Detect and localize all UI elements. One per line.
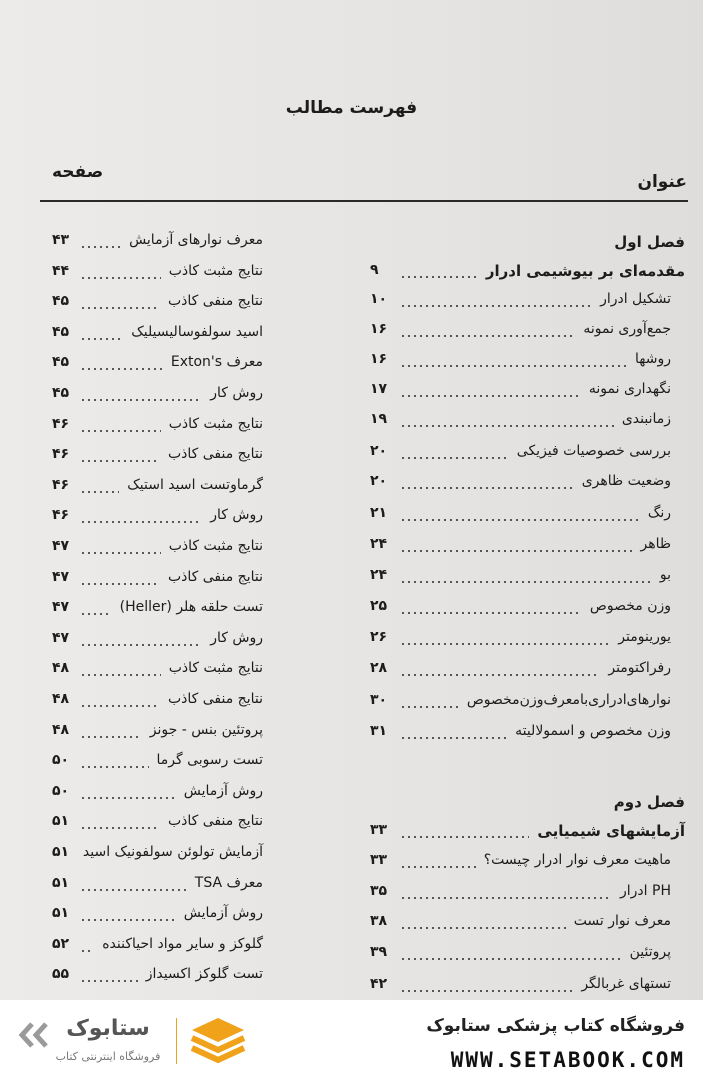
toc-entry <box>0 354 703 378</box>
toc-entry <box>0 293 703 317</box>
toc-entry-title: معرف TSA <box>194 874 263 891</box>
toc-entry-page: ۲۰ <box>370 443 388 459</box>
toc-entry <box>0 752 703 776</box>
toc-entry-title: اسید سولفوسالیسیلیک <box>131 323 263 340</box>
toc-entry-page: ۳۹ <box>370 944 388 960</box>
store-url-link[interactable]: WWW.SETABOOK.COM <box>450 1048 685 1072</box>
toc-entry-page: ۴۶ <box>52 507 70 524</box>
leader-dots <box>80 521 202 523</box>
toc-entry-page: ۵۲ <box>52 935 70 952</box>
toc-entry-title: گلوکز و سایر مواد احیاکننده <box>102 935 263 952</box>
toc-entry-page: ۴۴ <box>52 262 70 279</box>
toc-entry-title: نتایج منفی کاذب <box>167 691 263 707</box>
toc-entry-title: نتایج مثبت کاذب <box>168 262 263 279</box>
toc-entry-title: روش آزمایش <box>183 782 263 799</box>
leader-dots <box>80 368 163 370</box>
toc-entry-page: ۱۹ <box>370 411 388 427</box>
logo-tagline: فروشگاه اینترنتی کتاب <box>55 1050 161 1063</box>
toc-entry-page: ۳۳ <box>370 822 388 838</box>
toc-entry-title: مقدمه‌ای بر بیوشیمی ادرار <box>485 262 685 280</box>
toc-entry-page: ۳۰ <box>370 692 388 708</box>
toc-entry <box>0 813 703 837</box>
toc-entry-page: ۲۱ <box>370 505 388 521</box>
leader-dots <box>80 613 112 615</box>
toc-entry <box>0 507 703 531</box>
toc-entry-title: وزن مخصوص <box>589 598 671 614</box>
toc-entry-page: ۲۸ <box>370 660 388 676</box>
toc-entry-page: ۳۳ <box>370 852 388 868</box>
toc-entry-page: ۱۷ <box>370 381 388 397</box>
toc-entry <box>0 538 703 562</box>
toc-entry <box>0 416 703 440</box>
toc-entry-title: PH ادرار <box>620 883 671 899</box>
toc-entry-title: جمع‌آوری نمونه <box>583 321 671 337</box>
toc-entry <box>0 446 703 470</box>
store-footer <box>0 1000 703 1080</box>
toc-entry-title: پروتئین <box>629 944 671 960</box>
toc-entry-page: ۴۷ <box>52 568 70 585</box>
toc-entry-title: روش کار <box>210 385 263 401</box>
leader-dots <box>80 827 160 829</box>
toc-entry-title: معرف نوار تست <box>573 913 671 929</box>
toc-entry <box>0 630 703 654</box>
toc-entry-title: نتایج مثبت کاذب <box>168 415 263 432</box>
toc-entry-title: روش آزمایش <box>183 905 263 922</box>
toc-entry-title: یورینومتر <box>618 629 671 645</box>
toc-entry-title: زمانبندی <box>621 411 671 427</box>
toc-entry-page: ۴۸ <box>52 691 70 707</box>
toc-entry-title: روش کار <box>210 507 263 524</box>
toc-entry-page: ۴۶ <box>52 446 70 463</box>
toc-entry-page: ۹ <box>370 262 379 278</box>
toc-entry <box>0 569 703 593</box>
toc-entry-page: ۴۳ <box>52 232 70 248</box>
section-heading-2: فصل دوم <box>613 793 685 811</box>
toc-entry-page: ۴۷ <box>52 538 70 554</box>
toc-entry-title: ظاهر <box>640 536 671 552</box>
toc-entry-page: ۲۶ <box>370 629 388 645</box>
toc-entry-title: تشکیل ادرار <box>600 291 671 307</box>
toc-entry-page: ۵۱ <box>52 844 70 860</box>
toc-entry <box>0 691 703 715</box>
toc-entry-page: ۵۱ <box>52 813 70 830</box>
toc-entry-title: آزمایشهای شیمیایی <box>537 822 685 840</box>
toc-entry <box>0 905 703 929</box>
toc-entry-page: ۴۸ <box>52 721 70 738</box>
book-stack-logo-icon <box>188 1014 248 1070</box>
toc-entry <box>0 263 703 287</box>
toc-entry <box>0 844 703 868</box>
toc-entry <box>0 936 703 960</box>
toc-entry-page: ۴۵ <box>52 293 70 310</box>
logo-brand-text: ستابوک <box>66 1016 150 1041</box>
toc-entry-title: بو <box>659 567 671 583</box>
toc-entry <box>0 722 703 746</box>
toc-entry-title: گرماوتست اسید استیک <box>127 476 263 493</box>
toc-entry-title: وزن مخصوص و اسمولالیته <box>515 723 671 739</box>
toc-entry-page: ۵۱ <box>52 874 70 891</box>
toc-entry-title: رنگ <box>647 505 671 521</box>
toc-entry-page: ۲۵ <box>370 598 388 614</box>
toc-entry <box>0 599 703 623</box>
leader-dots <box>80 919 176 921</box>
toc-entry-page: ۵۰ <box>52 782 70 799</box>
leader-dots <box>80 307 160 309</box>
toc-entry-page: ۵۰ <box>52 752 70 769</box>
toc-entry-title: نتایج منفی کاذب <box>167 446 263 463</box>
toc-entry <box>0 966 703 990</box>
toc-entry-title: روشها <box>635 351 671 367</box>
toc-entry-page: ۱۶ <box>370 351 388 367</box>
toc-entry <box>0 385 703 409</box>
toc-entry-title: روش کار <box>210 629 263 646</box>
toc-entry-page: ۱۰ <box>370 291 388 307</box>
logo-divider <box>176 1018 177 1064</box>
toc-entry-title: تست گلوکز اکسیداز <box>145 966 263 983</box>
leader-dots <box>80 797 176 799</box>
toc-entry-page: ۳۵ <box>370 883 388 899</box>
toc-entry-title: نگهداری نمونه <box>588 381 671 397</box>
toc-entry-title: تستهای غربالگر <box>581 976 671 992</box>
leader-dots <box>80 980 138 982</box>
toc-entry-page: ۵۱ <box>52 905 70 922</box>
toc-entry-page: ۴۷ <box>52 629 70 646</box>
leader-dots <box>80 950 94 952</box>
leader-dots <box>80 246 121 248</box>
toc-entry-page: ۱۶ <box>370 321 388 337</box>
toc-entry-page: ۲۰ <box>370 473 388 489</box>
leader-dots <box>80 674 161 676</box>
toc-entry-page: ۲۴ <box>370 536 388 552</box>
toc-entry-title: تست رسوبی گرما <box>156 752 263 769</box>
toc-entry-page: ۴۵ <box>52 385 70 401</box>
toc-entry-title: تست حلقه هلر (Heller) <box>119 599 263 616</box>
toc-entry-title: نتایج منفی کاذب <box>167 293 263 310</box>
leader-dots <box>80 583 160 585</box>
page-title: فهرست مطالب <box>285 98 418 118</box>
leader-dots <box>80 491 119 493</box>
toc-entry-title: رفراکتومتر <box>608 660 671 676</box>
section-heading-1: فصل اول <box>614 233 685 251</box>
store-name: فروشگاه کتاب پزشکی ستابوک <box>426 1016 685 1036</box>
toc-entry-title: بررسی خصوصیات فیزیکی <box>516 443 671 459</box>
toc-entry-title: آزمایش تولوئن سولفونیک اسید <box>82 844 263 860</box>
toc-entry-page: ۵۵ <box>52 966 70 983</box>
toc-entry-title: نتایج منفی کاذب <box>167 568 263 585</box>
toc-entry-page: ۲۴ <box>370 567 388 583</box>
toc-entry-title: نتایج منفی کاذب <box>167 813 263 830</box>
toc-entry-page: ۴۵ <box>52 323 70 340</box>
toc-entry-title: ماهیت معرف نوار ادرار چیست؟ <box>483 852 671 868</box>
column-page-label: صفحه <box>52 162 104 182</box>
chevron-left-logo-icon <box>18 1020 52 1050</box>
leader-dots <box>80 736 142 738</box>
toc-entry-title: نتایج مثبت کاذب <box>168 660 263 677</box>
toc-entry <box>0 783 703 807</box>
toc-entry-title: نتایج مثبت کاذب <box>168 538 263 554</box>
leader-dots <box>80 338 123 340</box>
leader-dots <box>80 889 187 891</box>
leader-dots <box>80 552 161 554</box>
toc-entry <box>0 477 703 501</box>
leader-dots <box>80 460 160 462</box>
toc-entry-page: ۴۲ <box>370 976 388 992</box>
toc-entry-page: ۴۶ <box>52 415 70 432</box>
toc-entry-page: ۳۸ <box>370 913 388 929</box>
header-rule <box>40 200 688 202</box>
leader-dots <box>80 277 161 279</box>
toc-entry-title: وضعیت ظاهری <box>581 473 671 489</box>
toc-entry-page: ۴۵ <box>52 354 70 371</box>
toc-entry <box>0 660 703 684</box>
leader-dots <box>80 430 161 432</box>
toc-entry <box>0 324 703 348</box>
column-title-label: عنوان <box>637 172 687 192</box>
toc-entry-title: معرف نوارهای آزمایش <box>129 232 263 248</box>
leader-dots <box>80 766 149 768</box>
toc-entry-title: نوارهای‌ادراری‌بامعرف‌وزن‌مخصوص <box>466 692 671 708</box>
toc-entry-title: پروتئین بنس - جونز <box>149 721 263 738</box>
leader-dots <box>80 399 202 401</box>
toc-entry-page: ۴۸ <box>52 660 70 677</box>
toc-entry-page: ۴۶ <box>52 476 70 493</box>
toc-entry <box>0 232 703 256</box>
toc-entry-page: ۴۷ <box>52 599 70 616</box>
toc-entry <box>0 875 703 899</box>
leader-dots <box>80 644 202 646</box>
toc-entry-title: معرف Exton's <box>170 354 263 371</box>
leader-dots <box>80 705 160 707</box>
toc-entry-page: ۳۱ <box>370 723 388 739</box>
